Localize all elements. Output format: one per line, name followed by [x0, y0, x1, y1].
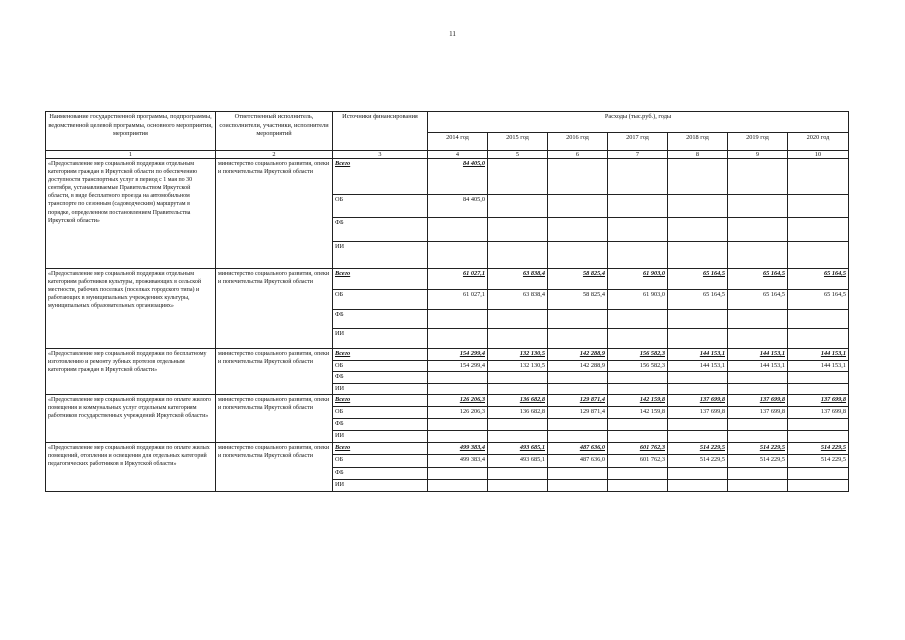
amount-cell: 142 288,9: [548, 360, 608, 372]
amount-cell: 144 153,1: [668, 349, 728, 361]
amount-cell: 126 206,3: [428, 407, 488, 419]
responsible-cell: министерство социального развития, опеки и попечительства Иркутской области: [216, 159, 333, 269]
amount-cell: 65 164,5: [728, 290, 788, 310]
amount-cell: [608, 480, 668, 492]
program-name-cell: «Предоставление мер социальной поддержки по бесплатному изготовлению и ремонту зубных протезов отдельным категориям граждан в Иркутской области»: [46, 349, 216, 395]
funding-source-cell: ИИ: [333, 242, 428, 269]
header-year: 2016 год: [548, 133, 608, 151]
funding-source-cell: ИИ: [333, 431, 428, 443]
funding-source-cell: ФБ: [333, 419, 428, 431]
amount-cell: 156 582,3: [608, 360, 668, 372]
amount-cell: [548, 310, 608, 329]
amount-cell: [488, 159, 548, 195]
header-source: Источники финансирования: [333, 112, 428, 151]
amount-cell: [668, 480, 728, 492]
amount-cell: [728, 480, 788, 492]
amount-cell: [788, 431, 849, 443]
amount-cell: 137 699,8: [788, 407, 849, 419]
amount-cell: [548, 218, 608, 242]
program-name-cell: «Предоставление мер социальной поддержки отдельным категориям граждан в Иркутской области по обеспечению доступности транспортных услуг в период с 1 мая по 30 сентября, устанавливаемые Правительством Иркутской области, в виде бесплатного проезда на автомобильном транспорте по сезонным (садоводческим) маршрутам в порядке, определенном постановлением Правительства Иркутской области»: [46, 159, 216, 269]
amount-cell: [608, 419, 668, 431]
amount-cell: [488, 218, 548, 242]
amount-cell: [668, 329, 728, 349]
amount-cell: 514 229,5: [668, 455, 728, 468]
header-responsible: Ответственный исполнитель, соисполнители, участники, исполнители мероприятий: [216, 112, 333, 151]
amount-cell: [428, 468, 488, 480]
funding-source-cell: ОБ: [333, 360, 428, 372]
funding-source-cell: ОБ: [333, 290, 428, 310]
amount-cell: [668, 310, 728, 329]
amount-cell: [548, 195, 608, 218]
funding-source-cell: Всего: [333, 443, 428, 455]
amount-cell: 493 685,1: [488, 455, 548, 468]
funding-source-cell: ФБ: [333, 372, 428, 384]
amount-cell: [428, 383, 488, 395]
funding-source-cell: ИИ: [333, 383, 428, 395]
amount-cell: 136 682,8: [488, 395, 548, 407]
amount-cell: 58 825,4: [548, 290, 608, 310]
header-year: 2018 год: [668, 133, 728, 151]
funding-source-cell: ИИ: [333, 480, 428, 492]
amount-cell: [548, 419, 608, 431]
page-number: 11: [449, 30, 456, 38]
column-number: 1: [46, 151, 216, 159]
amount-cell: 514 229,5: [788, 455, 849, 468]
amount-cell: 132 130,5: [488, 349, 548, 361]
column-number: 5: [488, 151, 548, 159]
amount-cell: 61 903,0: [608, 290, 668, 310]
amount-cell: 84 405,0: [428, 159, 488, 195]
amount-cell: 126 206,3: [428, 395, 488, 407]
amount-cell: [608, 431, 668, 443]
column-number: 9: [728, 151, 788, 159]
responsible-cell: министерство социального развития, опеки и попечительства Иркутской области: [216, 395, 333, 443]
amount-cell: [548, 480, 608, 492]
amount-cell: 129 871,4: [548, 395, 608, 407]
funding-source-cell: ФБ: [333, 310, 428, 329]
amount-cell: [548, 329, 608, 349]
amount-cell: 601 762,3: [608, 443, 668, 455]
amount-cell: [428, 310, 488, 329]
program-name-cell: «Предоставление мер социальной поддержки по оплате жилых помещений, отопления и освещения для отдельных категорий педагогических работников в Иркутской области»: [46, 443, 216, 492]
amount-cell: [788, 480, 849, 492]
amount-cell: 63 838,4: [488, 290, 548, 310]
funding-source-cell: ИИ: [333, 329, 428, 349]
amount-cell: 144 153,1: [788, 349, 849, 361]
amount-cell: 487 636,0: [548, 455, 608, 468]
responsible-cell: министерство социального развития, опеки и попечительства Иркутской области: [216, 269, 333, 349]
program-name-cell: «Предоставление мер социальной поддержки по оплате жилого помещения и коммунальных услуг отдельным категориям работников государственных учреждений Иркутской области»: [46, 395, 216, 443]
amount-cell: 142 288,9: [548, 349, 608, 361]
amount-cell: 84 405,0: [428, 195, 488, 218]
amount-cell: [548, 468, 608, 480]
funding-source-cell: Всего: [333, 349, 428, 361]
header-year: 2015 год: [488, 133, 548, 151]
amount-cell: [608, 195, 668, 218]
amount-cell: [608, 383, 668, 395]
amount-cell: [608, 218, 668, 242]
amount-cell: [428, 218, 488, 242]
amount-cell: 132 130,5: [488, 360, 548, 372]
column-number: 2: [216, 151, 333, 159]
amount-cell: [668, 195, 728, 218]
amount-cell: [488, 468, 548, 480]
amount-cell: 65 164,5: [788, 269, 849, 290]
table-row: [46, 443, 849, 455]
budget-table: [45, 111, 849, 492]
amount-cell: 137 699,8: [728, 407, 788, 419]
amount-cell: [428, 419, 488, 431]
amount-cell: 144 153,1: [728, 360, 788, 372]
amount-cell: 61 027,1: [428, 269, 488, 290]
amount-cell: [788, 468, 849, 480]
amount-cell: [488, 372, 548, 384]
funding-source-cell: ОБ: [333, 195, 428, 218]
amount-cell: [728, 419, 788, 431]
column-number: 4: [428, 151, 488, 159]
amount-cell: [488, 195, 548, 218]
amount-cell: 514 229,5: [668, 443, 728, 455]
amount-cell: [668, 372, 728, 384]
funding-source-cell: ФБ: [333, 468, 428, 480]
amount-cell: [608, 242, 668, 269]
funding-source-cell: ОБ: [333, 407, 428, 419]
amount-cell: 142 159,8: [608, 395, 668, 407]
column-number: 7: [608, 151, 668, 159]
amount-cell: [668, 159, 728, 195]
amount-cell: [668, 383, 728, 395]
column-number: 8: [668, 151, 728, 159]
amount-cell: 137 699,8: [728, 395, 788, 407]
amount-cell: [608, 310, 668, 329]
header-year: 2019 год: [728, 133, 788, 151]
amount-cell: [728, 383, 788, 395]
amount-cell: [428, 480, 488, 492]
responsible-cell: министерство социального развития, опеки и попечительства Иркутской области: [216, 349, 333, 395]
amount-cell: 61 903,0: [608, 269, 668, 290]
amount-cell: [728, 159, 788, 195]
amount-cell: [788, 329, 849, 349]
table-row: [46, 269, 849, 290]
amount-cell: [488, 383, 548, 395]
amount-cell: [668, 468, 728, 480]
amount-cell: [548, 431, 608, 443]
amount-cell: 144 153,1: [788, 360, 849, 372]
amount-cell: [548, 383, 608, 395]
amount-cell: [728, 468, 788, 480]
amount-cell: [728, 431, 788, 443]
header-year: 2014 год: [428, 133, 488, 151]
amount-cell: [788, 218, 849, 242]
amount-cell: [488, 310, 548, 329]
amount-cell: [788, 419, 849, 431]
amount-cell: 137 699,8: [668, 407, 728, 419]
amount-cell: 514 229,5: [788, 443, 849, 455]
column-number: 3: [333, 151, 428, 159]
amount-cell: 65 164,5: [728, 269, 788, 290]
amount-cell: [788, 383, 849, 395]
amount-cell: [608, 372, 668, 384]
amount-cell: [428, 329, 488, 349]
column-numbers-row: [46, 151, 849, 159]
amount-cell: 137 699,8: [788, 395, 849, 407]
amount-cell: 154 299,4: [428, 360, 488, 372]
amount-cell: [428, 431, 488, 443]
responsible-cell: министерство социального развития, опеки и попечительства Иркутской области: [216, 443, 333, 492]
amount-cell: [548, 159, 608, 195]
amount-cell: 514 229,5: [728, 455, 788, 468]
amount-cell: [488, 431, 548, 443]
amount-cell: [548, 242, 608, 269]
amount-cell: [788, 242, 849, 269]
amount-cell: 487 636,0: [548, 443, 608, 455]
amount-cell: [788, 159, 849, 195]
table-row: [46, 159, 849, 195]
amount-cell: [788, 372, 849, 384]
funding-source-cell: ФБ: [333, 218, 428, 242]
amount-cell: [728, 329, 788, 349]
funding-source-cell: Всего: [333, 395, 428, 407]
amount-cell: [488, 480, 548, 492]
amount-cell: 65 164,5: [668, 290, 728, 310]
amount-cell: [608, 329, 668, 349]
amount-cell: 156 582,3: [608, 349, 668, 361]
funding-source-cell: Всего: [333, 159, 428, 195]
amount-cell: [788, 310, 849, 329]
header-year: 2017 год: [608, 133, 668, 151]
amount-cell: [728, 242, 788, 269]
amount-cell: 514 229,5: [728, 443, 788, 455]
table-row: [46, 395, 849, 407]
amount-cell: [428, 242, 488, 269]
amount-cell: 144 153,1: [668, 360, 728, 372]
amount-cell: [488, 242, 548, 269]
header-year: 2020 год: [788, 133, 849, 151]
funding-source-cell: ОБ: [333, 455, 428, 468]
amount-cell: 65 164,5: [788, 290, 849, 310]
amount-cell: 65 164,5: [668, 269, 728, 290]
amount-cell: [728, 310, 788, 329]
amount-cell: 136 682,8: [488, 407, 548, 419]
amount-cell: [428, 372, 488, 384]
amount-cell: [788, 195, 849, 218]
amount-cell: 154 299,4: [428, 349, 488, 361]
amount-cell: 499 383,4: [428, 455, 488, 468]
table-row: [46, 349, 849, 361]
amount-cell: [548, 372, 608, 384]
amount-cell: 129 871,4: [548, 407, 608, 419]
amount-cell: 142 159,8: [608, 407, 668, 419]
program-name-cell: «Предоставление мер социальной поддержки отдельным категориям работников культуры, проживающих в сельской местности, рабочих поселках (поселках городского типа) и работающих в муниципальных учреждениях культуры, муниципальных образовательных организациях»: [46, 269, 216, 349]
amount-cell: 493 685,1: [488, 443, 548, 455]
amount-cell: [608, 159, 668, 195]
amount-cell: 63 838,4: [488, 269, 548, 290]
amount-cell: 61 027,1: [428, 290, 488, 310]
amount-cell: 58 825,4: [548, 269, 608, 290]
funding-source-cell: Всего: [333, 269, 428, 290]
amount-cell: [488, 329, 548, 349]
amount-cell: [668, 218, 728, 242]
amount-cell: 601 762,3: [608, 455, 668, 468]
amount-cell: [488, 419, 548, 431]
amount-cell: [608, 468, 668, 480]
amount-cell: [728, 372, 788, 384]
column-number: 10: [788, 151, 849, 159]
amount-cell: [728, 195, 788, 218]
table-body: [46, 159, 849, 492]
amount-cell: [728, 218, 788, 242]
amount-cell: 499 383,4: [428, 443, 488, 455]
amount-cell: [668, 242, 728, 269]
header-program: Наименование государственной программы, подпрограммы, ведомственной целевой программы, основного мероприятия, мероприятия: [46, 112, 216, 151]
header-expenses: Расходы (тыс.руб.), годы: [428, 112, 849, 133]
amount-cell: 144 153,1: [728, 349, 788, 361]
amount-cell: 137 699,8: [668, 395, 728, 407]
column-number: 6: [548, 151, 608, 159]
amount-cell: [668, 419, 728, 431]
amount-cell: [668, 431, 728, 443]
